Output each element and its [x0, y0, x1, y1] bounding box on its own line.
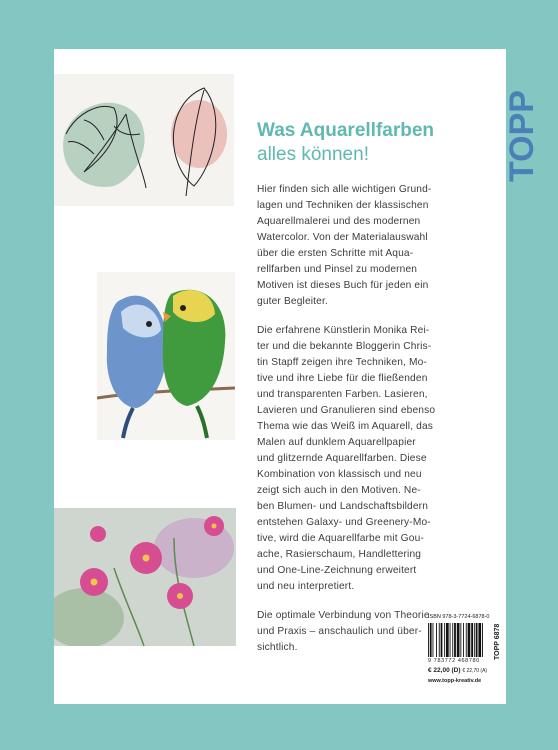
barcode-digits: 9 783772 468780 [428, 658, 480, 664]
price [428, 667, 487, 674]
blurb-line: Die erfahrene Künstlerin Monika Rei- [257, 325, 430, 336]
blurb-line: ache, Rasierschaum, Handlettering [257, 549, 422, 560]
blurb-line: rellfarben und Pinsel zu modernen [257, 264, 418, 275]
blurb-line: tive, wird die Aquarellfarbe mit Gou- [257, 533, 424, 544]
blurb-line: Kombination von klassisch und neu [257, 469, 422, 480]
blurb-line: Motiven ist dieses Buch für jeden ein [257, 280, 429, 291]
barcode-bars [428, 623, 504, 657]
publisher-url: www.topp-kreativ.de [428, 678, 482, 684]
blurb-line: Malen auf dunklem Aquarellpapier [257, 437, 416, 448]
blurb-line: Lavieren und Granulieren sind ebenso [257, 405, 436, 416]
blurb-line: sichtlich. [257, 642, 298, 653]
cosmos-flowers-painting [54, 508, 236, 646]
blurb-line: ben Blumen- und Landschaftsbildern [257, 501, 429, 512]
blurb-line: Aquarellmalerei und des modernen [257, 216, 421, 227]
leaves-illustration [54, 74, 234, 206]
product-code: TOPP 6878 [494, 623, 501, 660]
blurb-line: und glitzernde Aquarellfarben. Diese [257, 453, 427, 464]
blurb-line: tive und ihre Liebe für die fließenden [257, 373, 428, 384]
price-at: € 22,70 (A) [462, 668, 488, 674]
topp-logo [503, 46, 541, 184]
blurb-text [257, 182, 491, 669]
isbn-label: ISBN 978-3-7724-6878-0 [428, 614, 490, 620]
blurb-line: und One-Line-Zeichnung erweitert [257, 565, 417, 576]
blurb-line: Die optimale Verbindung von Theorie [257, 610, 430, 621]
blurb-line: und transparenten Farben. Lasieren, [257, 389, 428, 400]
blurb-line: und neu interpretiert. [257, 581, 355, 592]
blurb-paragraph [257, 182, 491, 310]
blurb-line: und Praxis – anschaulich und über- [257, 626, 422, 637]
blurb-line: zeigt sich auch in den Motiven. Ne- [257, 485, 421, 496]
headline [257, 119, 497, 167]
blurb-line: entstehen Galaxy- und Greenery-Mo- [257, 517, 431, 528]
blurb-paragraph [257, 323, 491, 595]
budgies-painting [97, 272, 235, 440]
blurb-line: ter und die bekannte Bloggerin Chris- [257, 341, 432, 352]
headline-line-1: Was Aquarellfarben [257, 120, 435, 141]
blurb-line: tin Stapff zeigen ihre Techniken, Mo- [257, 357, 427, 368]
blurb-line: Thema wie das Weiß im Aquarell, das [257, 421, 434, 432]
blurb-line: Watercolor. Von der Materialauswahl [257, 232, 428, 243]
headline-line-2: alles können! [257, 144, 369, 165]
price-de: € 22,00 (D) [428, 667, 461, 674]
blurb-line: über die ersten Schritte mit Aqua- [257, 248, 414, 259]
blurb-line: lagen und Techniken der klassischen [257, 200, 429, 211]
blurb-line: Hier finden sich alle wichtigen Grund- [257, 184, 432, 195]
blurb-line: guter Begleiter. [257, 296, 328, 307]
topp-logo-text: TOPP [503, 90, 541, 182]
